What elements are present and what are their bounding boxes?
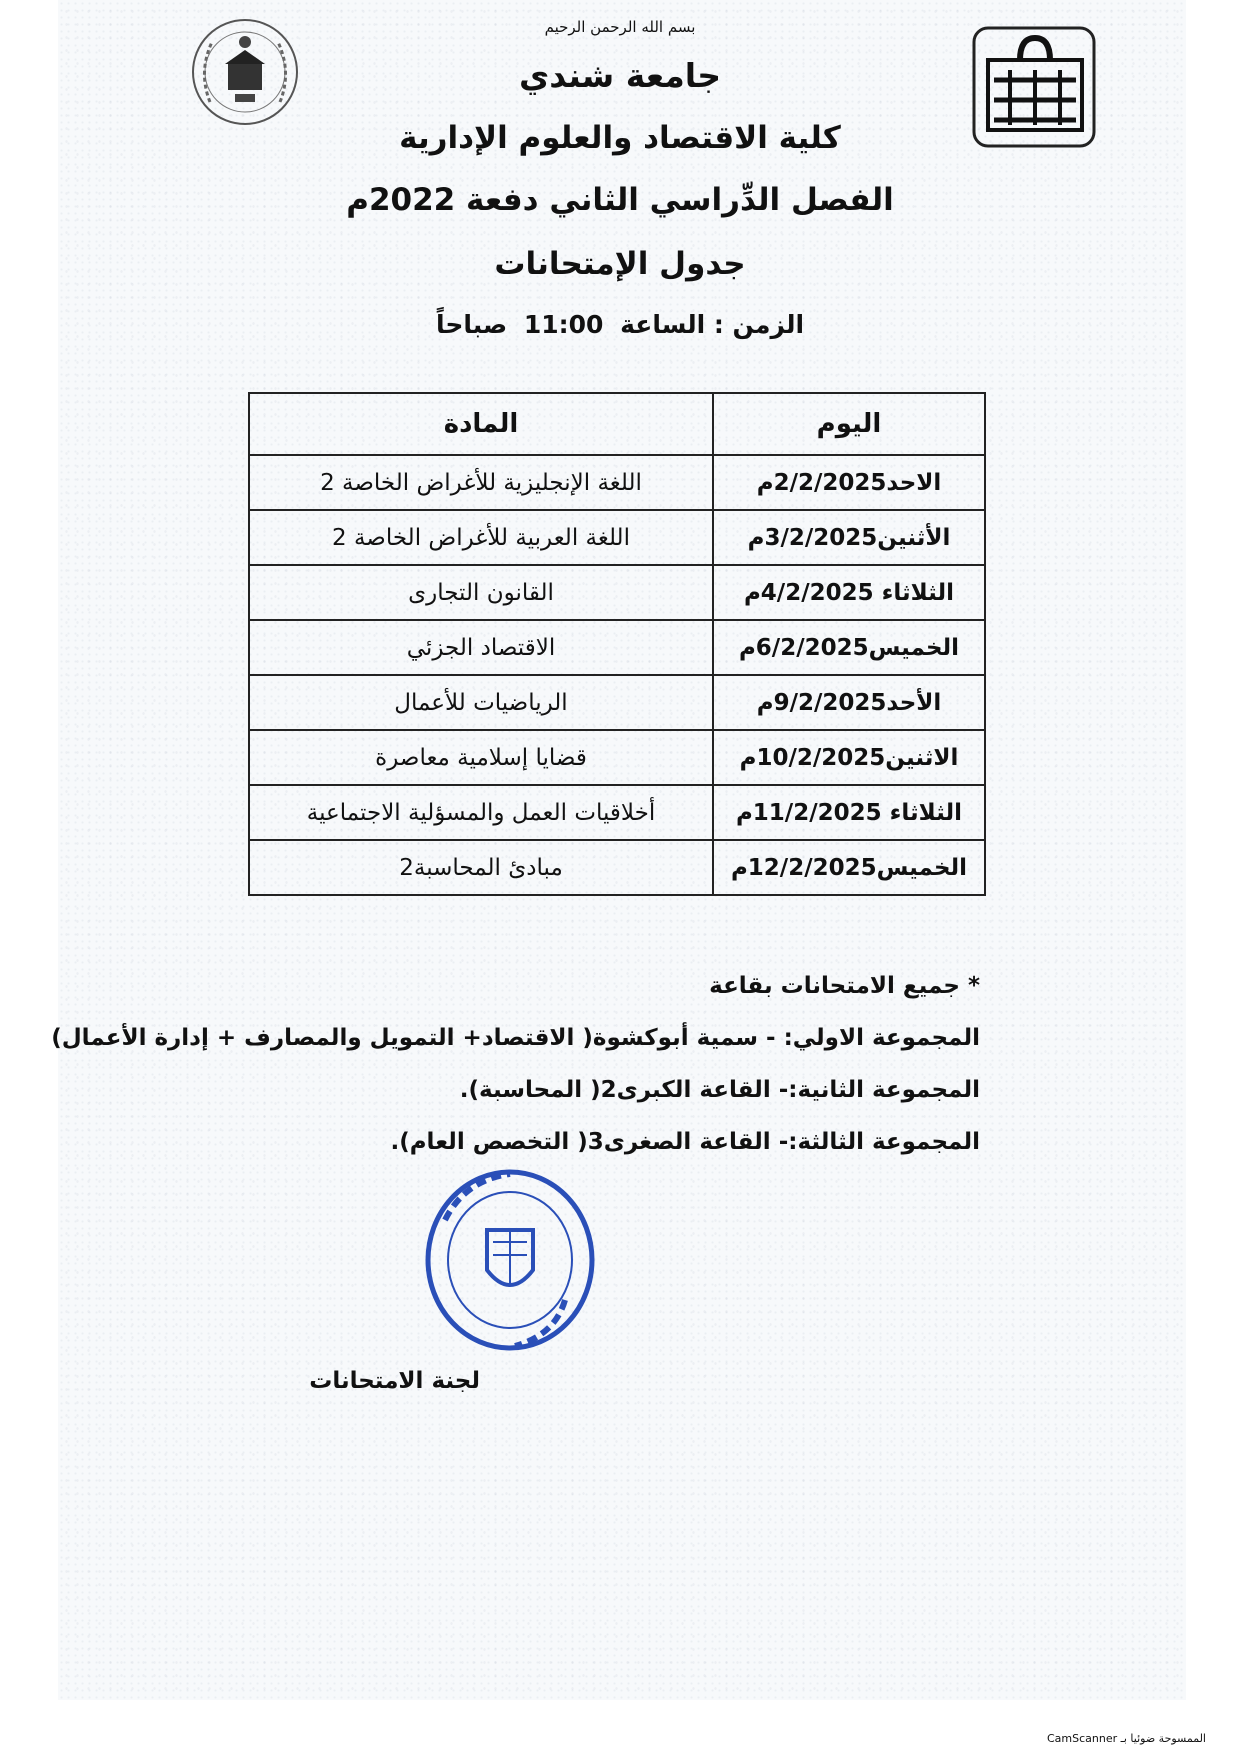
day-cell: الخميس12/2/2025م xyxy=(713,840,985,895)
day-cell: الأحد9/2/2025م xyxy=(713,675,985,730)
column-header-subject: المادة xyxy=(249,393,713,455)
day-cell: الخميس6/2/2025م xyxy=(713,620,985,675)
scanner-footer: الممسوحة ضوئيا بـ CamScanner xyxy=(1046,1732,1206,1745)
table-row xyxy=(249,565,985,620)
exam-schedule-table xyxy=(248,392,986,896)
exam-notes xyxy=(51,960,980,1168)
subject-cell: الرياضيات للأعمال xyxy=(249,675,713,730)
semester-title: الفصل الدِّراسي الثاني دفعة 2022م xyxy=(346,182,894,218)
note-group-1: المجموعة الاولي: - سمية أبوكشوة( الاقتصاد+ التمويل والمصارف + إدارة الأعمال) xyxy=(51,1025,980,1051)
page-title: جدول الإمتحانات xyxy=(494,246,746,282)
exam-time xyxy=(0,310,1240,339)
time-label: الزمن : الساعة xyxy=(620,310,805,339)
subject-cell: قضايا إسلامية معاصرة xyxy=(249,730,713,785)
table-header-row xyxy=(249,393,985,455)
day-cell: الاثنين10/2/2025م xyxy=(713,730,985,785)
table-row xyxy=(249,840,985,895)
note-all-halls: * جميع الامتحانات بقاعة xyxy=(709,973,980,999)
table-row xyxy=(249,510,985,565)
note-group-2: المجموعة الثانية:- القاعة الكبرى2( المحاسبة). xyxy=(459,1077,980,1103)
table-row xyxy=(249,785,985,840)
university-name: جامعة شندي xyxy=(519,56,721,95)
day-cell: الثلاثاء 11/2/2025م xyxy=(713,785,985,840)
exam-committee-signature: لجنة الامتحانات xyxy=(309,1368,480,1394)
official-stamp-icon xyxy=(415,1160,605,1360)
subject-cell: الاقتصاد الجزئي xyxy=(249,620,713,675)
subject-cell: اللغة الإنجليزية للأغراض الخاصة 2 xyxy=(249,455,713,510)
subject-cell: القانون التجارى xyxy=(249,565,713,620)
day-cell: الاحد2/2/2025م xyxy=(713,455,985,510)
table-row xyxy=(249,620,985,675)
basmala: بسم الله الرحمن الرحيم xyxy=(544,18,696,36)
table-row xyxy=(249,675,985,730)
time-value: 11:00 xyxy=(523,310,604,339)
table-row xyxy=(249,455,985,510)
subject-cell: اللغة العربية للأغراض الخاصة 2 xyxy=(249,510,713,565)
subject-cell: أخلاقيات العمل والمسؤلية الاجتماعية xyxy=(249,785,713,840)
column-header-day: اليوم xyxy=(713,393,985,455)
time-suffix: صباحاً xyxy=(435,310,508,339)
faculty-name: كلية الاقتصاد والعلوم الإدارية xyxy=(399,120,841,156)
day-cell: الثلاثاء 4/2/2025م xyxy=(713,565,985,620)
day-cell: الأثنين3/2/2025م xyxy=(713,510,985,565)
table-row xyxy=(249,730,985,785)
subject-cell: مبادئ المحاسبة2 xyxy=(249,840,713,895)
note-group-3: المجموعة الثالثة:- القاعة الصغرى3( التخصص العام). xyxy=(390,1129,980,1155)
